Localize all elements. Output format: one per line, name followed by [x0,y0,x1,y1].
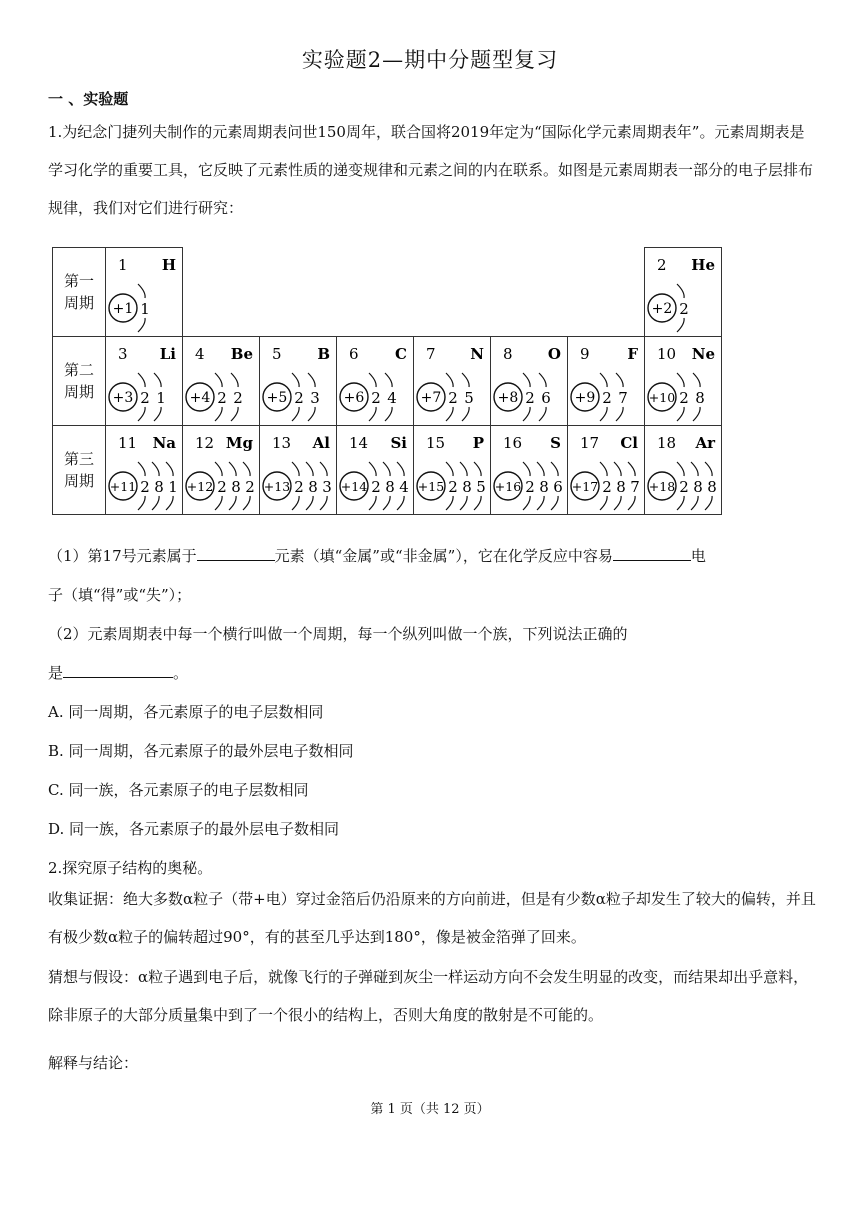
electron-shell-arc [138,373,145,387]
period-label [53,426,106,515]
electron-shell-arc [693,407,700,421]
element-cell [106,426,183,515]
element-cell [414,337,491,426]
electron-shell-arc [215,407,222,421]
electron-shell-arc [229,462,236,476]
shell-electron-count: 7 [630,478,640,496]
question-2-conclusion: 解释与结论： [48,1054,139,1072]
atom-diagram [337,426,413,514]
electron-shell-arc [320,462,327,476]
shell-electron-count: 7 [618,389,628,407]
answer-blank[interactable] [613,546,691,561]
electron-shell-arc [154,407,161,421]
shell-electron-count: 8 [693,478,703,496]
nuclear-charge: +1 [112,301,134,317]
electron-shell-arc [292,373,299,387]
option-d: D. 同一族，各元素原子的最外层电子数相同 [48,820,340,838]
shell-electron-count: 2 [245,478,255,496]
element-symbol: Be [230,345,253,363]
element-symbol: Ne [691,345,715,363]
shell-electron-count: 8 [695,389,705,407]
atom-diagram [491,337,567,425]
electron-shell-arc [320,496,327,510]
element-cell [106,248,183,337]
electron-shell-arc [551,462,558,476]
atom-diagram [183,337,259,425]
option-a: A. 同一周期，各元素原子的电子层数相同 [48,703,324,721]
atomic-number: 17 [580,434,600,452]
shell-electron-count: 2 [294,389,304,407]
element-cell [645,426,722,515]
shell-electron-count: 5 [476,478,486,496]
electron-shell-arc [138,496,145,510]
atomic-number: 6 [349,345,359,363]
atom-diagram [645,337,721,425]
atomic-number: 4 [195,345,205,363]
shell-electron-count: 2 [602,478,612,496]
electron-shell-arc [138,318,145,332]
question-2-evidence: 收集证据：绝大多数α粒子（带+电）穿过金箔后仍沿原来的方向前进，但是有少数α粒子却发生了较大的偏转，并且有极少数α粒子的偏转超过90°，有的甚至几乎达到180°，像是被金箔弹了回来。 [48,890,816,946]
shell-electron-count: 2 [233,389,243,407]
shell-electron-count: 8 [385,478,395,496]
nuclear-charge: +3 [112,390,134,406]
atomic-number: 8 [503,345,513,363]
electron-shell-arc [138,284,145,298]
atom-diagram [183,426,259,514]
nuclear-charge: +18 [648,479,676,494]
element-cell [337,337,414,426]
element-symbol: O [547,345,561,363]
element-symbol: Si [390,434,407,452]
shell-electron-count: 8 [707,478,717,496]
atomic-number: 2 [657,256,667,274]
atom-diagram [260,426,336,514]
shell-electron-count: 2 [448,478,458,496]
shell-electron-count: 8 [308,478,318,496]
electron-shell-arc [537,462,544,476]
electron-shell-arc [677,373,684,387]
question-2-hypothesis: 猜想与假设：α粒子遇到电子后，就像飞行的子弹碰到灰尘一样运动方向不会发生明显的改变，而结果却出乎意料，除非原子的大部分质量集中到了一个很小的结构上，否则大角度的散射是不可能的。 [48,968,809,1024]
shell-electron-count: 3 [310,389,320,407]
element-cell [414,426,491,515]
electron-shell-arc [292,407,299,421]
sub1-text-d: 子（填“得”或“失”）； [48,586,192,604]
atomic-number: 3 [118,345,128,363]
electron-shell-arc [308,407,315,421]
shell-electron-count: 2 [217,389,227,407]
atom-diagram [414,337,490,425]
atom-diagram [106,337,182,425]
nuclear-charge: +13 [263,479,291,494]
electron-shell-arc [152,462,159,476]
electron-shell-arc [677,496,684,510]
element-cell [183,337,260,426]
element-cell [337,426,414,515]
atom-diagram [568,426,644,514]
atom-diagram [645,248,721,336]
atomic-number: 11 [118,434,138,452]
shell-electron-count: 2 [679,478,689,496]
electron-shell-arc [705,462,712,476]
electron-shell-arc [383,496,390,510]
element-cell [645,248,722,337]
atom-diagram [260,337,336,425]
electron-shell-arc [154,373,161,387]
electron-shell-arc [677,462,684,476]
shell-electron-count: 2 [448,389,458,407]
element-symbol: Li [159,345,176,363]
page-title: 实验题2—期中分题型复习 [301,48,559,72]
electron-shell-arc [215,496,222,510]
question-2-title: 2.探究原子结构的奥秘。 [48,859,213,877]
electron-shell-arc [614,496,621,510]
electron-shell-arc [691,496,698,510]
electron-shell-arc [138,407,145,421]
element-cell [183,426,260,515]
electron-shell-arc [705,496,712,510]
sub2-text-b: 是 [48,664,64,682]
electron-shell-arc [369,462,376,476]
electron-shell-arc [600,496,607,510]
shell-electron-count: 4 [387,389,397,407]
period-2-label: 第二 周期 [63,361,94,401]
period-label [53,248,106,337]
element-cell [645,337,722,426]
shell-electron-count: 2 [525,478,535,496]
nuclear-charge: +11 [109,479,137,494]
atom-diagram [106,248,182,336]
atomic-number: 10 [657,345,677,363]
shell-electron-count: 2 [602,389,612,407]
element-symbol: N [470,345,484,363]
atomic-number: 5 [272,345,282,363]
atomic-number: 13 [272,434,292,452]
atomic-number: 14 [349,434,369,452]
shell-electron-count: 5 [464,389,474,407]
shell-electron-count: 8 [539,478,549,496]
atom-diagram [491,426,567,514]
element-symbol: B [317,345,330,363]
element-symbol: He [691,256,715,274]
shell-electron-count: 2 [294,478,304,496]
element-cell [106,337,183,426]
electron-shell-arc [537,496,544,510]
electron-shell-arc [369,496,376,510]
option-b: B. 同一周期，各元素原子的最外层电子数相同 [48,742,354,760]
answer-blank[interactable] [197,546,275,561]
atom-diagram [568,337,644,425]
electron-shell-arc [474,462,481,476]
electron-shell-arc [383,462,390,476]
electron-shell-arc [243,496,250,510]
element-symbol: P [472,434,484,452]
shell-electron-count: 8 [616,478,626,496]
nuclear-charge: +10 [648,390,676,405]
shell-electron-count: 2 [525,389,535,407]
element-symbol: Mg [225,434,253,452]
electron-shell-arc [292,496,299,510]
shell-electron-count: 8 [231,478,241,496]
sub-question-2-line-2 [48,662,188,683]
electron-shell-arc [369,373,376,387]
electron-shell-arc [446,373,453,387]
sub-question-1-line-1 [48,545,706,566]
atomic-number: 16 [503,434,523,452]
electron-shell-arc [523,462,530,476]
shell-electron-count: 1 [140,300,150,318]
electron-shell-arc [166,496,173,510]
electron-shell-arc [628,496,635,510]
atom-diagram [645,426,721,514]
shell-electron-count: 2 [140,478,150,496]
electron-shell-arc [460,496,467,510]
sub2-text-c: 。 [173,664,189,682]
atomic-number: 9 [580,345,590,363]
element-symbol: Al [312,434,330,452]
shell-electron-count: 2 [371,389,381,407]
shell-electron-count: 6 [553,478,563,496]
atom-diagram [337,337,413,425]
element-cell [568,337,645,426]
electron-shell-arc [460,462,467,476]
electron-shell-arc [614,462,621,476]
sub1-text-c: 电 [690,547,706,565]
element-cell [491,426,568,515]
electron-shell-arc [600,373,607,387]
electron-shell-arc [385,407,392,421]
electron-shell-arc [691,462,698,476]
shell-electron-count: 3 [322,478,332,496]
element-symbol: Na [152,434,176,452]
nuclear-charge: +6 [343,390,365,406]
atomic-number: 18 [657,434,677,452]
periodic-table [52,247,722,515]
electron-shell-arc [446,407,453,421]
period-1-label: 第一 周期 [63,272,94,312]
nuclear-charge: +12 [186,479,214,494]
element-cell [568,426,645,515]
sub1-text-b: 元素（填“金属”或“非金属”），它在化学反应中容易 [274,547,613,565]
electron-shell-arc [397,496,404,510]
electron-shell-arc [231,373,238,387]
electron-shell-arc [462,373,469,387]
atom-diagram [106,426,182,514]
atomic-number: 15 [426,434,446,452]
nuclear-charge: +7 [420,390,442,406]
sub1-text-a: （1）第17号元素属于 [48,547,197,565]
electron-shell-arc [539,407,546,421]
electron-shell-arc [446,462,453,476]
atomic-number: 1 [118,256,128,274]
atomic-number: 12 [195,434,215,452]
nuclear-charge: +2 [651,301,673,317]
shell-electron-count: 2 [679,300,689,318]
electron-shell-arc [474,496,481,510]
nuclear-charge: +16 [494,479,522,494]
electron-shell-arc [243,462,250,476]
nuclear-charge: +14 [340,479,368,494]
element-cell [491,337,568,426]
nuclear-charge: +5 [266,390,288,406]
nuclear-charge: +4 [189,390,211,406]
shell-electron-count: 8 [462,478,472,496]
electron-shell-arc [600,407,607,421]
electron-shell-arc [446,496,453,510]
nuclear-charge: +17 [571,479,599,494]
shell-electron-count: 2 [679,389,689,407]
electron-shell-arc [385,373,392,387]
sub2-text-a: （2）元素周期表中每一个横行叫做一个周期，每一个纵列叫做一个族，下列说法正确的 [48,625,628,643]
shell-electron-count: 6 [541,389,551,407]
page-footer: 第 1 页（共 12 页） [370,1102,490,1117]
period-3-label: 第三 周期 [63,450,94,490]
shell-electron-count: 1 [168,478,178,496]
shell-electron-count: 4 [399,478,409,496]
electron-shell-arc [306,462,313,476]
table-gap [183,248,645,337]
electron-shell-arc [616,407,623,421]
atomic-number: 7 [426,345,436,363]
period-label [53,337,106,426]
shell-electron-count: 2 [217,478,227,496]
atom-diagram [414,426,490,514]
electron-shell-arc [677,284,684,298]
answer-blank[interactable] [63,663,173,678]
shell-electron-count: 2 [371,478,381,496]
electron-shell-arc [539,373,546,387]
element-symbol: Cl [620,434,638,452]
electron-shell-arc [677,407,684,421]
element-cell [260,337,337,426]
nuclear-charge: +9 [574,390,596,406]
electron-shell-arc [693,373,700,387]
element-cell [260,426,337,515]
option-c: C. 同一族，各元素原子的电子层数相同 [48,781,309,799]
element-symbol: Ar [695,434,715,452]
electron-shell-arc [229,496,236,510]
element-symbol: H [161,256,176,274]
electron-shell-arc [152,496,159,510]
electron-shell-arc [138,462,145,476]
electron-shell-arc [231,407,238,421]
element-symbol: F [627,345,638,363]
nuclear-charge: +15 [417,479,445,494]
electron-shell-arc [677,318,684,332]
element-symbol: S [550,434,561,452]
electron-shell-arc [308,373,315,387]
electron-shell-arc [551,496,558,510]
electron-shell-arc [215,373,222,387]
shell-electron-count: 8 [154,478,164,496]
nuclear-charge: +8 [497,390,519,406]
electron-shell-arc [306,496,313,510]
electron-shell-arc [292,462,299,476]
electron-shell-arc [462,407,469,421]
electron-shell-arc [523,496,530,510]
electron-shell-arc [628,462,635,476]
element-symbol: C [395,345,407,363]
electron-shell-arc [397,462,404,476]
shell-electron-count: 1 [156,389,166,407]
electron-shell-arc [166,462,173,476]
question-1-intro: 1.为纪念门捷列夫制作的元素周期表问世150周年，联合国将2019年定为“国际化学元素周期表年”。元素周期表是学习化学的重要工具，它反映了元素性质的递变规律和元素之间的内在联系。如图是元素周期表一部分的电子层排布规律，我们对它们进行研究： [48,123,814,217]
electron-shell-arc [215,462,222,476]
shell-electron-count: 2 [140,389,150,407]
electron-shell-arc [523,407,530,421]
electron-shell-arc [600,462,607,476]
electron-shell-arc [369,407,376,421]
electron-shell-arc [616,373,623,387]
section-heading: 一 、实验题 [48,90,129,108]
electron-shell-arc [523,373,530,387]
